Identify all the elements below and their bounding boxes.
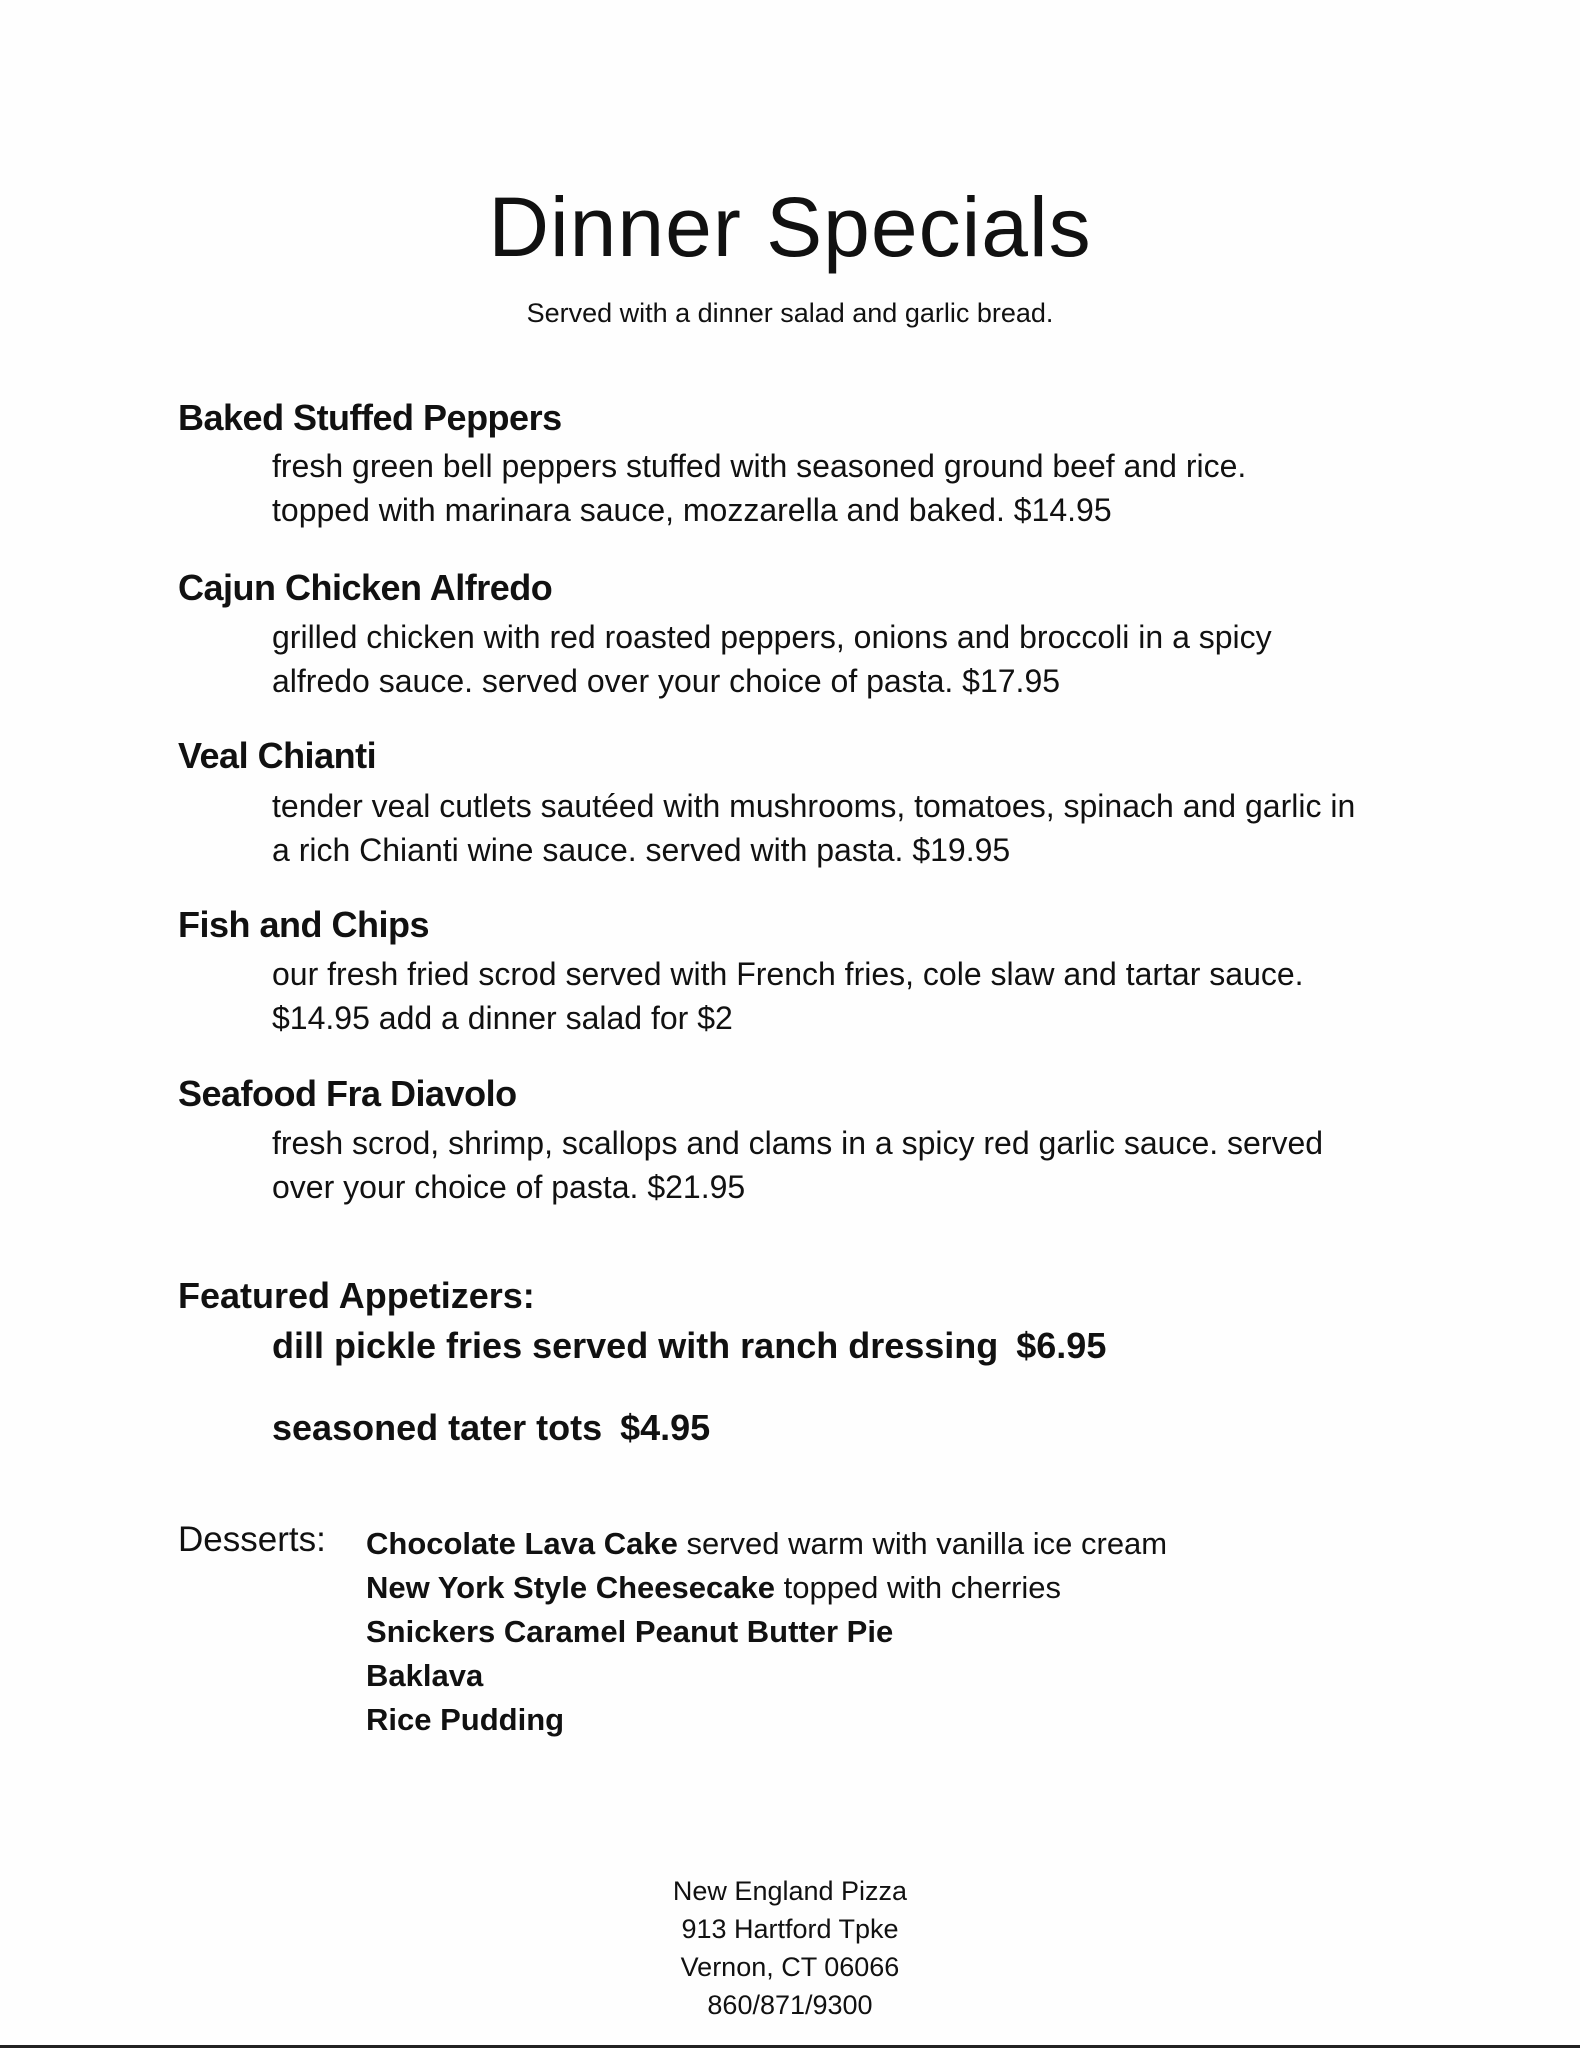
page-subtitle: Served with a dinner salad and garlic bread. — [526, 298, 1054, 328]
special-description-line: tender veal cutlets sautéed with mushrooms, tomatoes, spinach and garlic in — [272, 788, 1356, 824]
dessert-item — [366, 1610, 1167, 1654]
special-name: Fish and Chips — [178, 904, 430, 945]
desserts-label: Desserts: — [178, 1520, 326, 1559]
appetizer-price: $6.95 — [1016, 1325, 1107, 1366]
appetizer-name: seasoned tater tots — [272, 1407, 603, 1448]
page-title: Dinner Specials — [488, 180, 1092, 274]
special-description-line: a rich Chianti wine sauce. served with pasta. $19.95 — [272, 832, 1011, 868]
appetizer-name: dill pickle fries served with ranch dressing — [272, 1325, 999, 1366]
appetizer-price: $4.95 — [620, 1407, 711, 1448]
dessert-name: Chocolate Lava Cake — [366, 1526, 678, 1561]
special-name: Cajun Chicken Alfredo — [178, 567, 553, 608]
dessert-name: New York Style Cheesecake — [366, 1570, 775, 1605]
appetizers-heading: Featured Appetizers: — [178, 1275, 535, 1316]
dessert-item — [366, 1698, 1167, 1742]
special-description-line: fresh green bell peppers stuffed with seasoned ground beef and rice. — [272, 448, 1247, 484]
appetizer-item — [272, 1407, 711, 1448]
dessert-name: Baklava — [366, 1658, 484, 1693]
restaurant-street: 913 Hartford Tpke — [681, 1914, 899, 1944]
special-name: Veal Chianti — [178, 735, 377, 776]
dessert-item — [366, 1566, 1167, 1610]
restaurant-address — [0, 1872, 1580, 2024]
restaurant-phone: 860/871/9300 — [707, 1990, 873, 2020]
restaurant-name: New England Pizza — [672, 1876, 908, 1906]
special-description — [272, 784, 1422, 872]
special-description — [272, 615, 1422, 703]
special-description — [272, 444, 1422, 532]
desserts-list — [366, 1522, 1167, 1742]
special-description — [272, 1121, 1422, 1209]
dessert-name: Rice Pudding — [366, 1702, 565, 1737]
special-description-line: topped with marinara sauce, mozzarella and baked. $14.95 — [272, 492, 1112, 528]
special-description-line: $14.95 add a dinner salad for $2 — [272, 1000, 733, 1036]
dessert-item — [366, 1654, 1167, 1698]
special-description-line: alfredo sauce. served over your choice of pasta. $17.95 — [272, 663, 1061, 699]
dessert-name: Snickers Caramel Peanut Butter Pie — [366, 1614, 894, 1649]
special-description-line: our fresh fried scrod served with French fries, cole slaw and tartar sauce. — [272, 956, 1304, 992]
dessert-note: topped with cherries — [774, 1570, 1062, 1605]
special-description-line: fresh scrod, shrimp, scallops and clams in a spicy red garlic sauce. served — [272, 1125, 1324, 1161]
dessert-item — [366, 1522, 1167, 1566]
appetizer-item — [272, 1325, 1107, 1366]
special-name: Seafood Fra Diavolo — [178, 1073, 517, 1114]
dessert-note: served warm with vanilla ice cream — [677, 1526, 1168, 1561]
special-description — [272, 952, 1422, 1040]
restaurant-city: Vernon, CT 06066 — [680, 1952, 900, 1982]
special-name: Baked Stuffed Peppers — [178, 397, 562, 438]
special-description-line: grilled chicken with red roasted peppers, onions and broccoli in a spicy — [272, 619, 1272, 655]
special-description-line: over your choice of pasta. $21.95 — [272, 1169, 746, 1205]
